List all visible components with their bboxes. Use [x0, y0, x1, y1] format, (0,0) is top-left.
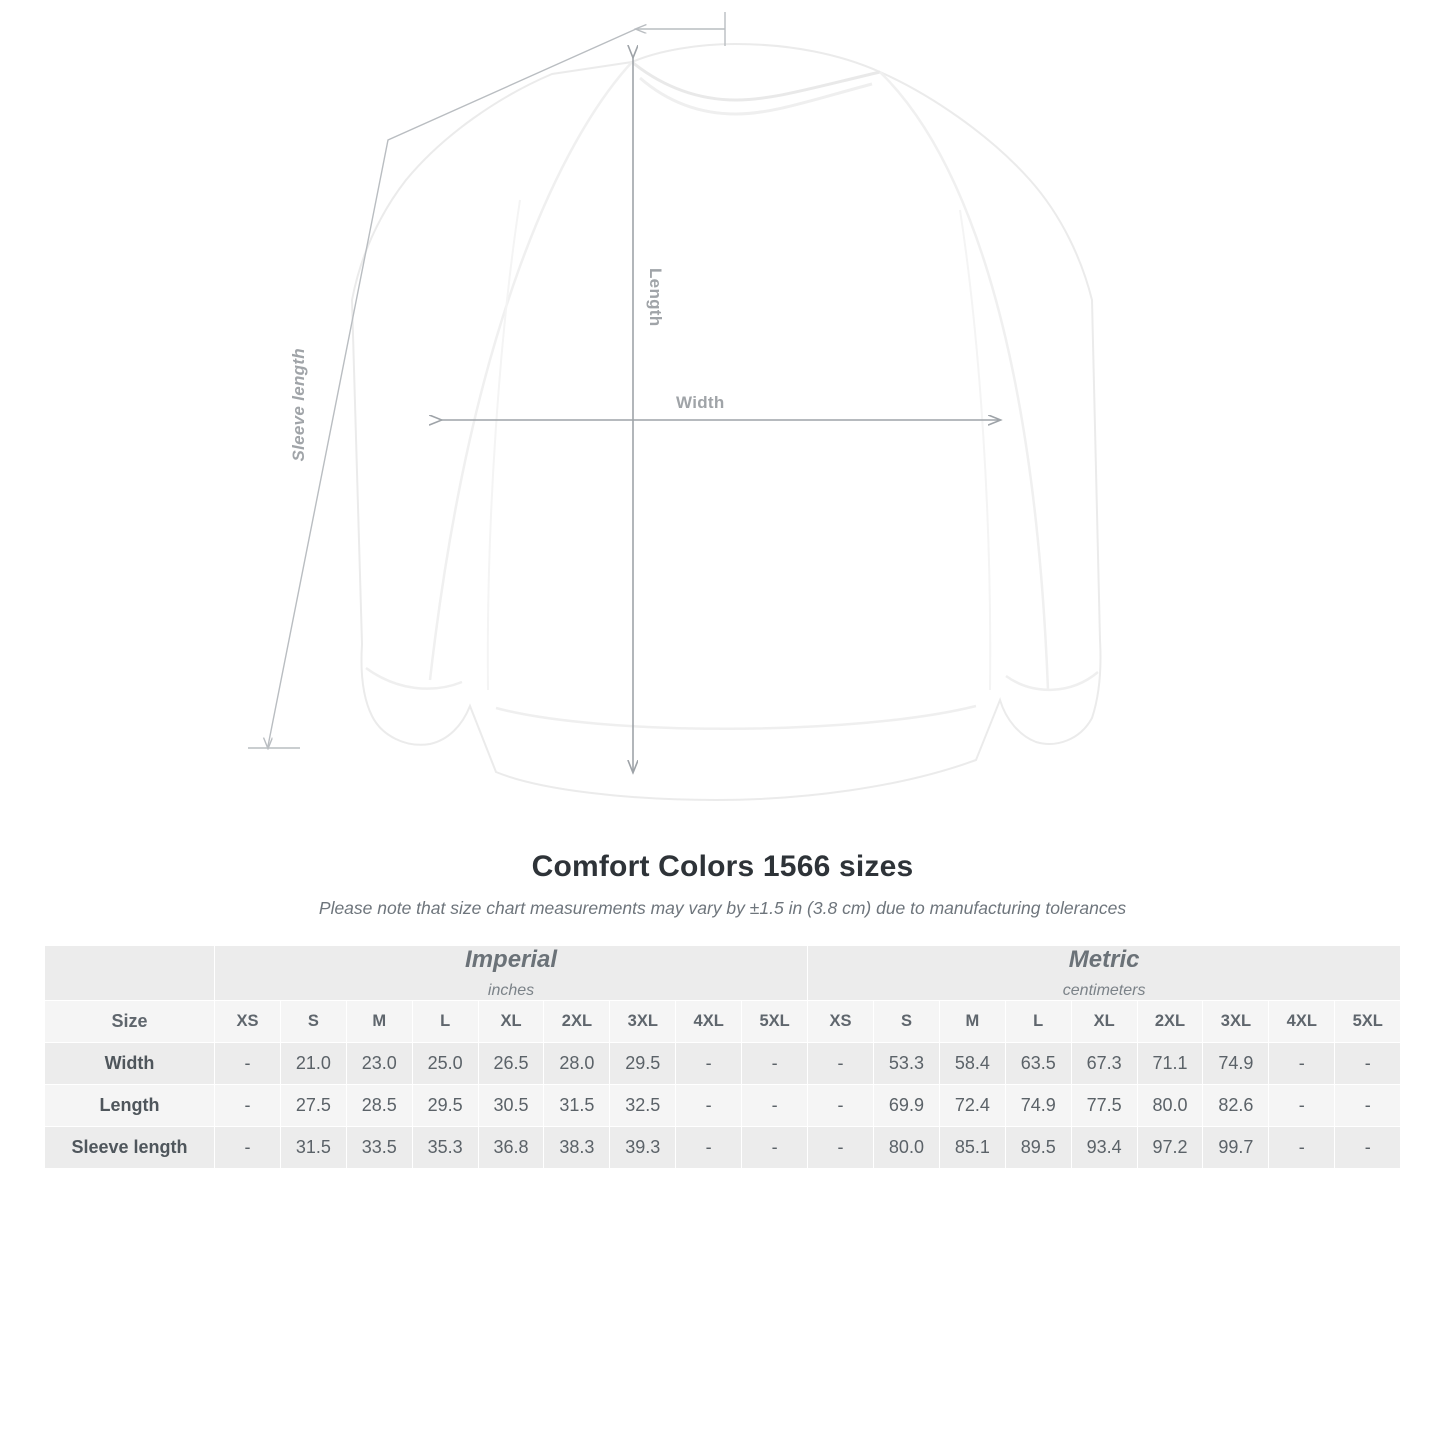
size-column-header: Size — [45, 1001, 215, 1043]
unit-group-metric-name: Metric — [1068, 946, 1140, 973]
unit-group-imperial-sub: inches — [487, 982, 535, 999]
measurement-cell: 77.5 — [1071, 1085, 1137, 1127]
unit-group-metric-sub: centimeters — [1062, 982, 1146, 999]
size-header-cell: XS — [808, 1001, 874, 1043]
title-block — [0, 850, 1445, 919]
measurement-cell: - — [215, 1127, 281, 1169]
measurement-cell: 27.5 — [280, 1085, 346, 1127]
measurement-cell: - — [1335, 1085, 1401, 1127]
measurement-cell: 99.7 — [1203, 1127, 1269, 1169]
size-header-cell: 5XL — [1335, 1001, 1401, 1043]
column-header-row — [45, 1001, 1401, 1043]
measurement-cell: 26.5 — [478, 1043, 544, 1085]
measurement-cell: - — [215, 1085, 281, 1127]
table-row — [45, 1043, 1401, 1085]
length-label: Length — [646, 268, 665, 327]
measurement-cell: - — [1269, 1043, 1335, 1085]
measurement-cell: 36.8 — [478, 1127, 544, 1169]
measurement-cell: 31.5 — [280, 1127, 346, 1169]
measurement-cell: 71.1 — [1137, 1043, 1203, 1085]
size-header-cell: L — [1005, 1001, 1071, 1043]
table-row — [45, 1085, 1401, 1127]
measurement-cell: 28.0 — [544, 1043, 610, 1085]
size-header-cell: S — [280, 1001, 346, 1043]
measurement-cell: 82.6 — [1203, 1085, 1269, 1127]
measurement-cell: 74.9 — [1203, 1043, 1269, 1085]
measurement-cell: - — [742, 1085, 808, 1127]
unit-header-row — [45, 946, 1401, 1001]
measurement-cell: 29.5 — [610, 1043, 676, 1085]
measurement-cell: 72.4 — [939, 1085, 1005, 1127]
unit-group-imperial-name: Imperial — [465, 946, 558, 973]
measurement-cell: 21.0 — [280, 1043, 346, 1085]
sleeve-length-label: Sleeve length — [289, 348, 308, 462]
size-header-cell: XS — [215, 1001, 281, 1043]
unit-group-metric — [808, 946, 1401, 1001]
page-title: Comfort Colors 1566 sizes — [531, 850, 914, 883]
size-header-cell: S — [874, 1001, 940, 1043]
measurement-cell: 67.3 — [1071, 1043, 1137, 1085]
size-header-cell: M — [346, 1001, 412, 1043]
size-table — [44, 945, 1401, 1169]
size-header-cell: 2XL — [1137, 1001, 1203, 1043]
measurement-cell: 23.0 — [346, 1043, 412, 1085]
measurement-cell: 63.5 — [1005, 1043, 1071, 1085]
measurement-cell: 35.3 — [412, 1127, 478, 1169]
measurement-cell: 25.0 — [412, 1043, 478, 1085]
size-header-cell: 2XL — [544, 1001, 610, 1043]
size-table-wrap — [44, 945, 1401, 1169]
size-header-cell: M — [939, 1001, 1005, 1043]
measurement-cell: 33.5 — [346, 1127, 412, 1169]
measurement-cell: 28.5 — [346, 1085, 412, 1127]
measurement-cell: - — [742, 1127, 808, 1169]
measurement-cell: 80.0 — [874, 1127, 940, 1169]
measurement-cell: 89.5 — [1005, 1127, 1071, 1169]
measurement-cell: - — [742, 1043, 808, 1085]
measurement-row-label: Width — [45, 1043, 215, 1085]
measurement-cell: - — [676, 1043, 742, 1085]
measurement-cell: 53.3 — [874, 1043, 940, 1085]
size-header-cell: 3XL — [610, 1001, 676, 1043]
measurement-cell: - — [215, 1043, 281, 1085]
measurement-cell: - — [1269, 1085, 1335, 1127]
size-header-cell: 4XL — [676, 1001, 742, 1043]
measurement-cell: 93.4 — [1071, 1127, 1137, 1169]
measurement-cell: - — [1335, 1043, 1401, 1085]
measurement-cell: - — [676, 1127, 742, 1169]
table-row — [45, 1127, 1401, 1169]
measurement-cell: 32.5 — [610, 1085, 676, 1127]
sweatshirt-shape — [352, 44, 1101, 800]
tolerance-note: Please note that size chart measurements may vary by ±1.5 in (3.8 cm) due to manufacturing tolerances — [318, 898, 1127, 918]
measurement-cell: 97.2 — [1137, 1127, 1203, 1169]
measurement-cell: - — [808, 1085, 874, 1127]
measurement-cell: 58.4 — [939, 1043, 1005, 1085]
measurement-cell: - — [1269, 1127, 1335, 1169]
measurement-cell: 29.5 — [412, 1085, 478, 1127]
measurement-cell: 39.3 — [610, 1127, 676, 1169]
measurement-cell: 38.3 — [544, 1127, 610, 1169]
size-header-cell: XL — [1071, 1001, 1137, 1043]
measurement-cell: 31.5 — [544, 1085, 610, 1127]
measurement-cell: - — [676, 1085, 742, 1127]
measurement-cell: - — [1335, 1127, 1401, 1169]
unit-spacer — [45, 946, 215, 1001]
measurement-cell: 80.0 — [1137, 1085, 1203, 1127]
size-header-cell: 3XL — [1203, 1001, 1269, 1043]
unit-group-imperial — [215, 946, 808, 1001]
measurement-row-label: Sleeve length — [45, 1127, 215, 1169]
size-header-cell: L — [412, 1001, 478, 1043]
size-header-cell: 5XL — [742, 1001, 808, 1043]
measurement-cell: - — [808, 1043, 874, 1085]
measurement-cell: 74.9 — [1005, 1085, 1071, 1127]
measurement-cell: - — [808, 1127, 874, 1169]
measurement-cell: 85.1 — [939, 1127, 1005, 1169]
measurement-cell: 69.9 — [874, 1085, 940, 1127]
width-label: Width — [676, 393, 725, 412]
measurement-cell: 30.5 — [478, 1085, 544, 1127]
measurement-row-label: Length — [45, 1085, 215, 1127]
size-header-cell: XL — [478, 1001, 544, 1043]
size-header-cell: 4XL — [1269, 1001, 1335, 1043]
